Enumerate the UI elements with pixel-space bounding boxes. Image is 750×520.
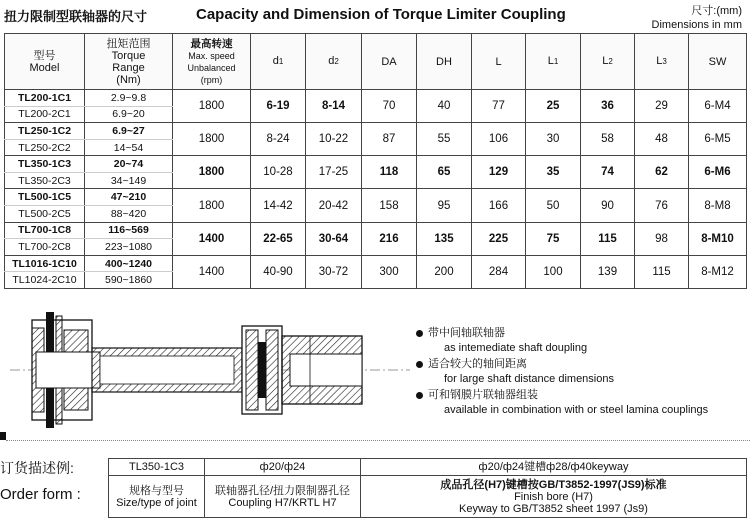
speed-cell: 1800 <box>173 189 251 222</box>
d1-cell: 14-42 <box>251 189 306 222</box>
order-col-size-type: 规格与型号 Size/type of joint <box>109 476 205 518</box>
l2-cell: 90 <box>581 189 635 222</box>
feature-cn: 可和钢膜片联轴器组装 <box>416 388 708 403</box>
l-cell: 284 <box>472 255 526 288</box>
order-example-row <box>109 459 747 476</box>
torque-cell: 116~569 <box>85 222 173 239</box>
feature-list <box>416 326 708 419</box>
header-l2: L2 <box>581 34 635 90</box>
da-cell: 87 <box>362 123 417 156</box>
sw-cell: 6-M6 <box>689 156 747 189</box>
header-sw: SW <box>689 34 747 90</box>
torque-cell: 14~54 <box>85 139 173 156</box>
feature-item <box>416 388 708 418</box>
l1-cell: 75 <box>526 222 581 255</box>
dh-cell: 135 <box>417 222 472 255</box>
unit-note <box>652 4 742 32</box>
torque-cell: 6.9~27 <box>85 123 173 140</box>
model-cell: TL500-1C5 <box>5 189 85 206</box>
table-row <box>5 189 747 206</box>
speed-cell: 1800 <box>173 156 251 189</box>
header-dh: DH <box>417 34 472 90</box>
l3-cell: 76 <box>635 189 689 222</box>
d2-cell: 17-25 <box>306 156 362 189</box>
header-da: DA <box>362 34 417 90</box>
order-col-finish: 成品孔径(H7)键槽按GB/T3852-1997(JS9)标准 Finish bore (H7) Keyway to GB/T3852 sheet 1997 (Js9) <box>361 476 747 518</box>
sw-cell: 8-M8 <box>689 189 747 222</box>
l1-cell: 35 <box>526 156 581 189</box>
dh-cell: 65 <box>417 156 472 189</box>
torque-cell: 20~74 <box>85 156 173 173</box>
table-row <box>5 156 747 173</box>
header-l3: L3 <box>635 34 689 90</box>
header-d1: d1 <box>251 34 306 90</box>
speed-cell: 1800 <box>173 123 251 156</box>
feature-cn: 带中间轴联轴器 <box>416 326 708 341</box>
feature-item <box>416 357 708 387</box>
l2-cell: 139 <box>581 255 635 288</box>
dh-cell: 95 <box>417 189 472 222</box>
l1-cell: 30 <box>526 123 581 156</box>
l1-cell: 25 <box>526 90 581 123</box>
title-english: Capacity and Dimension of Torque Limiter Coupling <box>196 6 566 23</box>
torque-cell: 6.9~20 <box>85 106 173 123</box>
d2-cell: 8-14 <box>306 90 362 123</box>
sw-cell: 8-M12 <box>689 255 747 288</box>
torque-cell: 590~1860 <box>85 272 173 289</box>
l3-cell: 98 <box>635 222 689 255</box>
intermediate-shaft <box>92 348 242 392</box>
separator-mark <box>0 432 6 440</box>
l-cell: 166 <box>472 189 526 222</box>
torque-cell: 34~149 <box>85 172 173 189</box>
d1-cell: 10-28 <box>251 156 306 189</box>
order-example-keyway: ф20/ф24键槽ф28/ф40keyway <box>361 459 747 476</box>
d2-cell: 30-72 <box>306 255 362 288</box>
table-row <box>5 222 747 239</box>
order-col-bore: 联轴器孔径/扭力限制器孔径 Coupling H7/KRTL H7 <box>205 476 361 518</box>
order-example-bore: ф20/ф24 <box>205 459 361 476</box>
d1-cell: 22-65 <box>251 222 306 255</box>
da-cell: 118 <box>362 156 417 189</box>
sw-cell: 6-M5 <box>689 123 747 156</box>
table-row <box>5 255 747 272</box>
unit-note-en: Dimensions in mm <box>651 19 742 31</box>
torque-cell: 2.9~9.8 <box>85 90 173 107</box>
dimension-table <box>4 33 747 289</box>
torque-cell: 88~420 <box>85 206 173 223</box>
speed-cell: 1800 <box>173 90 251 123</box>
model-cell: TL250-2C2 <box>5 139 85 156</box>
flexible-element <box>242 326 282 414</box>
header-l: L <box>472 34 526 90</box>
model-cell: TL200-2C1 <box>5 106 85 123</box>
da-cell: 70 <box>362 90 417 123</box>
model-cell: TL500-2C5 <box>5 206 85 223</box>
unit-note-cn: 尺寸:(mm) <box>691 5 742 17</box>
d1-cell: 8-24 <box>251 123 306 156</box>
model-cell: TL700-2C8 <box>5 239 85 256</box>
d2-cell: 10-22 <box>306 123 362 156</box>
l2-cell: 36 <box>581 90 635 123</box>
model-cell: TL250-1C2 <box>5 123 85 140</box>
model-cell: TL350-2C3 <box>5 172 85 189</box>
model-cell: TL700-1C8 <box>5 222 85 239</box>
coupling-cross-section-drawing <box>10 300 410 440</box>
header-speed: 最高转速 Max. speed Unbalanced (rpm) <box>173 34 251 90</box>
model-cell: TL200-1C1 <box>5 90 85 107</box>
l-cell: 106 <box>472 123 526 156</box>
header-model: 型号 Model <box>5 34 85 90</box>
da-cell: 300 <box>362 255 417 288</box>
order-example-model: TL350-1C3 <box>109 459 205 476</box>
order-form-table <box>108 458 747 518</box>
l2-cell: 115 <box>581 222 635 255</box>
l-cell: 225 <box>472 222 526 255</box>
da-cell: 216 <box>362 222 417 255</box>
l3-cell: 115 <box>635 255 689 288</box>
model-cell: TL1016-1C10 <box>5 255 85 272</box>
torque-cell: 47~210 <box>85 189 173 206</box>
d1-cell: 40-90 <box>251 255 306 288</box>
l3-cell: 48 <box>635 123 689 156</box>
d2-cell: 20-42 <box>306 189 362 222</box>
d2-cell: 30-64 <box>306 222 362 255</box>
feature-en: as intemediate shaft doupling <box>444 342 588 354</box>
feature-cn: 适合较大的轴间距离 <box>416 357 708 372</box>
model-cell: TL350-1C3 <box>5 156 85 173</box>
l3-cell: 62 <box>635 156 689 189</box>
table-row <box>5 90 747 107</box>
right-hub <box>282 336 362 404</box>
l1-cell: 50 <box>526 189 581 222</box>
da-cell: 158 <box>362 189 417 222</box>
feature-en: for large shaft distance dimensions <box>444 373 614 385</box>
dh-cell: 55 <box>417 123 472 156</box>
separator-line <box>6 440 750 441</box>
l-cell: 77 <box>472 90 526 123</box>
sw-cell: 8-M10 <box>689 222 747 255</box>
dh-cell: 200 <box>417 255 472 288</box>
feature-item <box>416 326 708 356</box>
header-torque: 扭矩范围 Torque Range (Nm) <box>85 34 173 90</box>
header-d2: d2 <box>306 34 362 90</box>
speed-cell: 1400 <box>173 255 251 288</box>
model-cell: TL1024-2C10 <box>5 272 85 289</box>
torque-cell: 223~1080 <box>85 239 173 256</box>
order-description-row <box>109 476 747 518</box>
order-label-cn: 订货描述例: <box>0 460 74 476</box>
order-label-en: Order form : <box>0 486 81 503</box>
title-chinese: 扭力限制型联轴器的尺寸 <box>4 9 148 24</box>
l-cell: 129 <box>472 156 526 189</box>
l2-cell: 74 <box>581 156 635 189</box>
header-l1: L1 <box>526 34 581 90</box>
l2-cell: 58 <box>581 123 635 156</box>
sw-cell: 6-M4 <box>689 90 747 123</box>
torque-cell: 400~1240 <box>85 255 173 272</box>
speed-cell: 1400 <box>173 222 251 255</box>
l1-cell: 100 <box>526 255 581 288</box>
left-limiter-hub <box>32 312 100 428</box>
feature-en: available in combination with or steel lamina couplings <box>444 404 709 416</box>
dh-cell: 40 <box>417 90 472 123</box>
d1-cell: 6-19 <box>251 90 306 123</box>
table-row <box>5 123 747 140</box>
table-header-row <box>5 34 747 90</box>
l3-cell: 29 <box>635 90 689 123</box>
